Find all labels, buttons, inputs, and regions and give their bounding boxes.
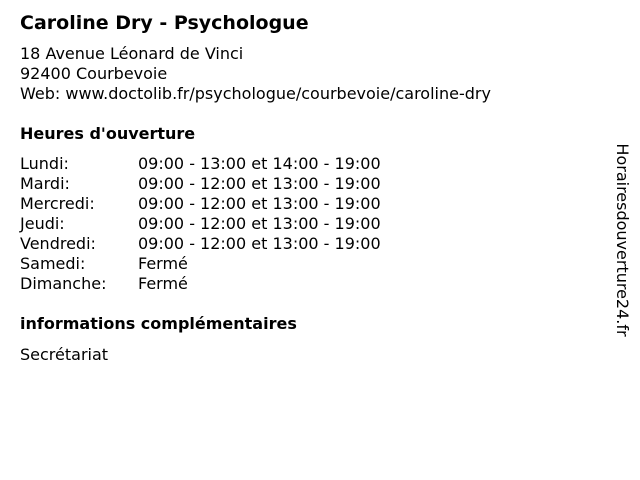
day-hours: 09:00 - 12:00 et 13:00 - 19:00 — [138, 234, 381, 253]
day-label: Mardi: — [20, 174, 70, 193]
day-hours: 09:00 - 12:00 et 13:00 - 19:00 — [138, 194, 381, 213]
day-hours: 09:00 - 13:00 et 14:00 - 19:00 — [138, 154, 381, 173]
address-street: 18 Avenue Léonard de Vinci — [20, 44, 244, 63]
day-hours: 09:00 - 12:00 et 13:00 - 19:00 — [138, 214, 381, 233]
day-label: Dimanche: — [20, 274, 107, 293]
hours-row-saturday — [20, 254, 381, 274]
hours-row-sunday — [20, 274, 381, 294]
day-label: Samedi: — [20, 254, 86, 273]
hours-row-friday — [20, 234, 381, 254]
day-hours: Fermé — [138, 254, 188, 273]
address-city: 92400 Courbevoie — [20, 64, 168, 83]
website-line: Web: www.doctolib.fr/psychologue/courbevoie/caroline-dry — [20, 84, 491, 103]
hours-row-thursday — [20, 214, 381, 234]
hours-row-wednesday — [20, 194, 381, 214]
day-hours: 09:00 - 12:00 et 13:00 - 19:00 — [138, 174, 381, 193]
page-title: Caroline Dry - Psychologue — [20, 12, 309, 34]
day-hours: Fermé — [138, 274, 188, 293]
opening-hours-table — [20, 154, 381, 294]
additional-info-text: Secrétariat — [20, 345, 109, 364]
address-block — [20, 44, 491, 104]
day-label: Mercredi: — [20, 194, 95, 213]
hours-heading: Heures d'ouverture — [20, 124, 196, 143]
day-label: Lundi: — [20, 154, 69, 173]
hours-row-monday — [20, 154, 381, 174]
hours-row-tuesday — [20, 174, 381, 194]
additional-info-heading: informations complémentaires — [20, 314, 297, 333]
site-watermark: Horairesdouverture24.fr — [613, 143, 632, 337]
day-label: Vendredi: — [20, 234, 96, 253]
day-label: Jeudi: — [20, 214, 65, 233]
